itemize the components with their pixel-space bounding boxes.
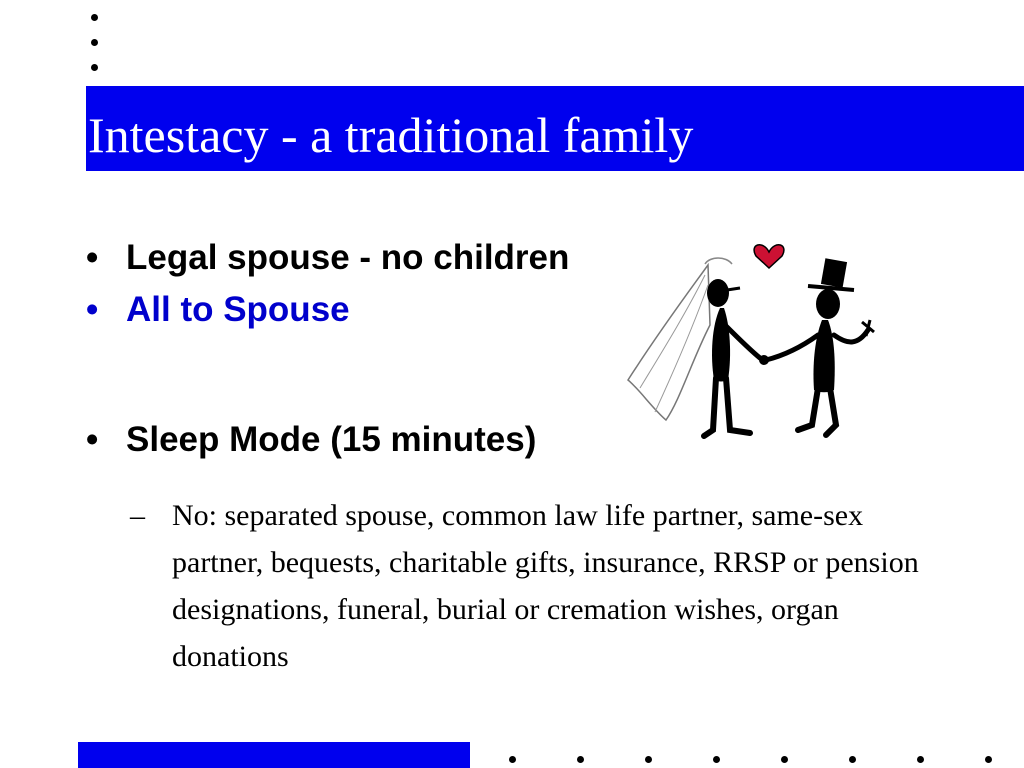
sub-bullet-marker: – [130,499,145,532]
sub-bullet-text: No: separated spouse, common law life partner, same-sex partner, bequests, charitable gifts, insurance, RRSP or pension designations, funeral, burial or cremation wishes, organ donations [172,499,919,673]
decorative-dot [917,756,924,763]
bullet-marker: • [86,420,99,459]
bullet-marker: • [86,238,99,277]
decorative-dot [577,756,584,763]
footer-bar [78,742,470,768]
sub-bullet-list [130,492,940,680]
decorative-dot [781,756,788,763]
decorative-dot [713,756,720,763]
heart-icon [754,245,784,268]
decorative-dot [91,39,98,46]
decorative-dot [509,756,516,763]
bullet-text: All to Spouse [126,290,350,329]
decorative-dot [849,756,856,763]
decorative-dot [91,14,98,21]
decorative-dot [645,756,652,763]
decorative-dot [91,64,98,71]
bullet-text: Sleep Mode (15 minutes) [126,420,537,459]
bullet-text: Legal spouse - no children [126,238,570,277]
sub-bullet-item [130,492,940,680]
wedding-couple-icon [600,230,900,455]
decorative-dot [985,756,992,763]
slide-title: Intestacy - a traditional family [88,107,694,163]
bullet-marker: • [86,290,99,329]
